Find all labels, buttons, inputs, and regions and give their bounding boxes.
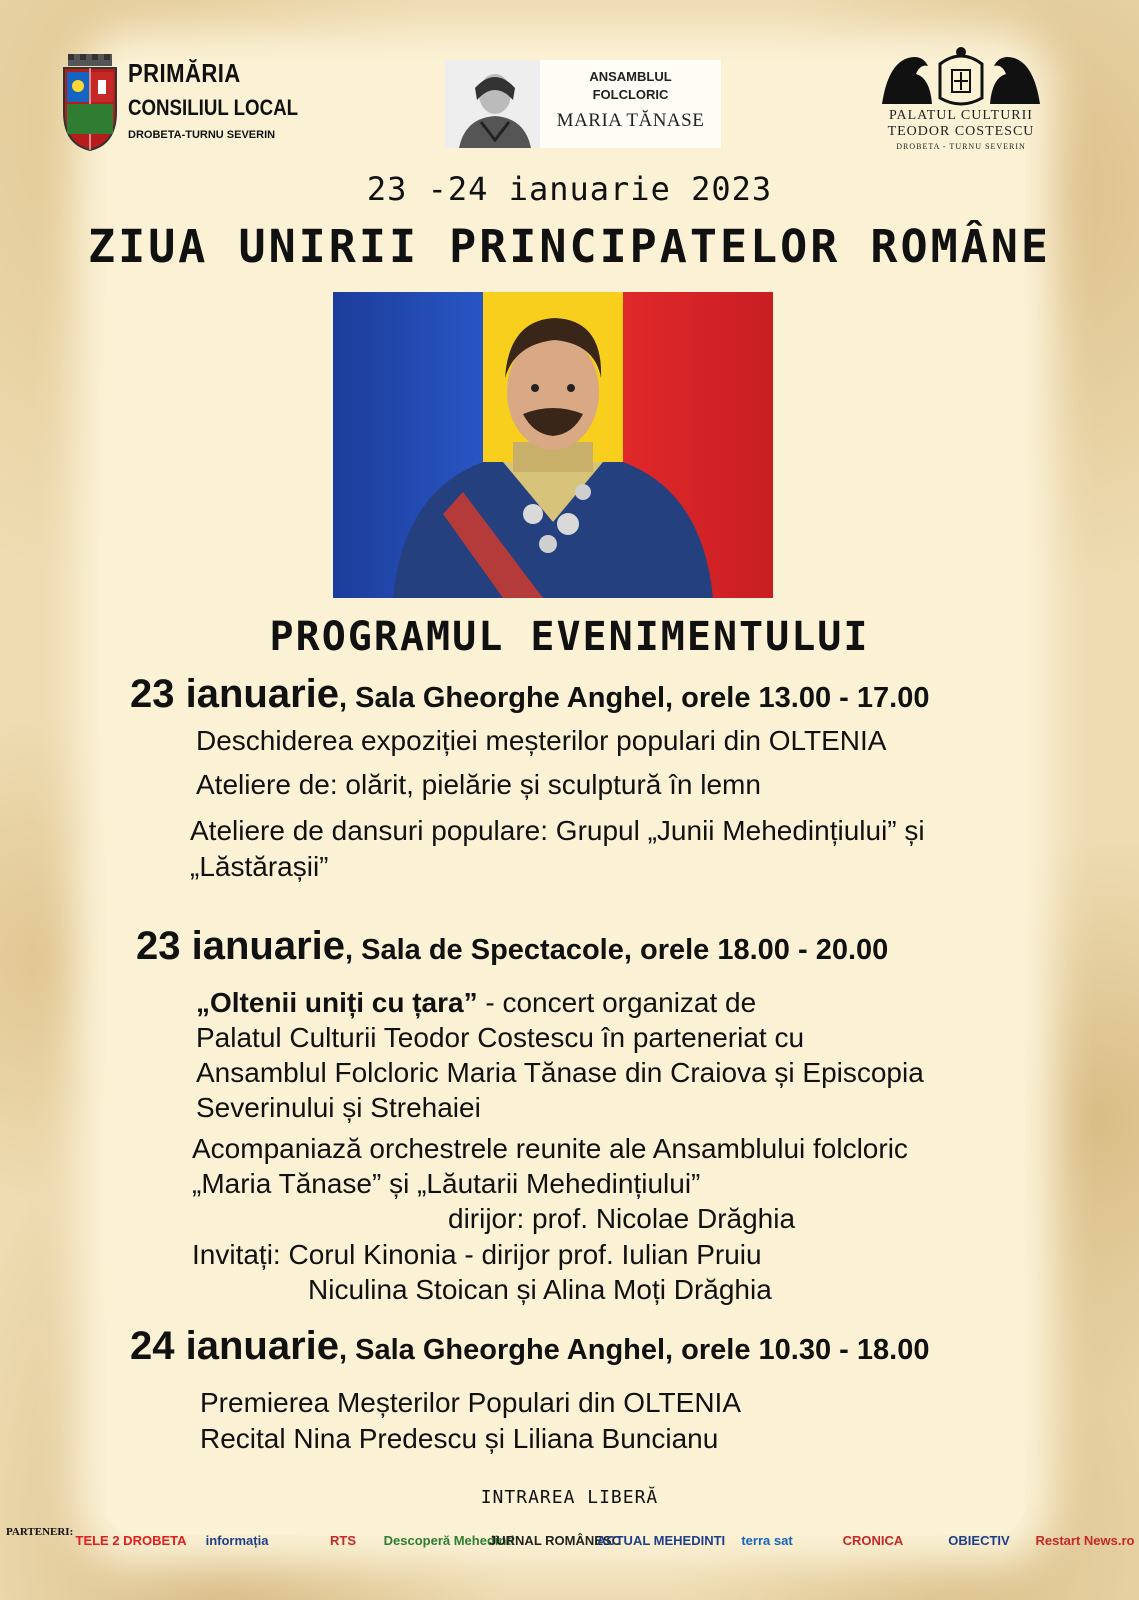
event-2-place: , Sala de Spectacole, orele 18.00 - 20.00 [345, 934, 889, 966]
event-3-line-1: Premierea Meșterilor Populari din OLTENIA [200, 1387, 742, 1418]
maria-tanase-portrait [445, 60, 540, 148]
event-1-line-2: Ateliere de: olărit, pielărie și sculptură în lemn [196, 769, 761, 800]
event-2-line-2: Ansamblul Folcloric Maria Tănase din Craiova și Episcopia [196, 1057, 924, 1088]
event-3-place: , Sala Gheorghe Anghel, orele 10.30 - 18.00 [339, 1334, 930, 1366]
event-2-line-8: Niculina Stoican și Alina Moți Drăghia [308, 1274, 772, 1305]
event-1-heading [130, 672, 929, 717]
main-title: ZIUA UNIRII PRINCIPATELOR ROMÂNE [88, 220, 1051, 273]
program-title: PROGRAMUL EVENIMENTULUI [269, 614, 870, 660]
event-2-heading [136, 924, 888, 969]
partner-logo: TELE 2 DROBETA [75, 1532, 187, 1548]
event-3-day: 24 ianuarie [130, 1324, 340, 1368]
event-2-line-3: Severinului și Strehaiei [196, 1092, 481, 1123]
partner-logo: OBIECTIV [948, 1532, 1010, 1548]
event-2-line-4: Acompaniază orchestrele reunite ale Ansamblului folcloric [192, 1133, 908, 1164]
partner-logo: ACTUAL MEHEDINTI [596, 1532, 726, 1548]
free-entry-note: INTRAREA LIBERĂ [480, 1487, 659, 1508]
primaria-title: PRIMĂRIA [128, 58, 241, 88]
partner-logo: terra sat [741, 1532, 793, 1548]
palat-text [868, 108, 1054, 151]
event-2-line-5: „Maria Tănase” și „Lăutarii Mehedințiului” [192, 1168, 701, 1199]
event-3-heading [130, 1324, 929, 1369]
palat-city: DROBETA - TURNU SEVERIN [896, 142, 1026, 151]
concert-rest: - concert organizat de [477, 987, 757, 1018]
event-2-concert-line [196, 986, 756, 1020]
event-1-line-1: Deschiderea expoziției meșterilor populari din OLTENIA [196, 725, 887, 756]
event-3-line-2: Recital Nina Predescu și Liliana Buncianu [200, 1423, 719, 1454]
primaria-logo [128, 58, 328, 141]
event-2-line-7: Invitați: Corul Kinonia - dirijor prof. Iulian Pruiu [192, 1239, 762, 1270]
partner-logo: CRONICA [842, 1532, 904, 1548]
event-2-line-6: dirijor: prof. Nicolae Drăghia [448, 1203, 796, 1234]
primaria-city: DROBETA-TURNU SEVERIN [128, 129, 276, 141]
partner-logo: JURNAL ROMÂNESC [489, 1532, 621, 1548]
palat-line2: TEODOR COSTESCU [887, 124, 1035, 139]
event-2-line-1: Palatul Culturii Teodor Costescu în parteneriat cu [196, 1022, 805, 1053]
ansamblu-name: MARIA TĂNASE [556, 110, 705, 131]
partners-label: PARTENERI: [6, 1526, 74, 1538]
ansamblu-text [540, 68, 721, 132]
event-2-day: 23 ianuarie [136, 924, 346, 968]
partner-logo: Restart News.ro [1035, 1532, 1135, 1548]
event-1-line-3: Ateliere de dansuri populare: Grupul „Junii Mehedințiului” și [190, 815, 925, 846]
city-crest-icon [62, 52, 118, 152]
partner-logo: informația [205, 1532, 269, 1548]
event-1-line-4: „Lăstărașii” [190, 851, 329, 882]
concert-title: „Oltenii uniți cu țara” [196, 987, 478, 1018]
palat-line1: PALATUL CULTURII [889, 108, 1033, 123]
event-1-place: , Sala Gheorghe Anghel, orele 13.00 - 17.00 [339, 682, 930, 714]
event-1-day: 23 ianuarie [130, 672, 340, 716]
ansamblu-line1: ANSAMBLUL [589, 69, 672, 84]
partner-logo: Descoperă Mehedinti [383, 1532, 515, 1548]
ansamblu-line2: FOLCLORIC [592, 87, 669, 102]
consiliu-title: CONSILIUL LOCAL [128, 95, 299, 120]
event-dates: 23 -24 ianuarie 2023 [366, 170, 773, 208]
palat-emblem-icon [878, 44, 1044, 110]
partner-logo: RTS [330, 1532, 356, 1548]
ansamblu-logo [445, 60, 721, 148]
cuza-portrait-flag [333, 292, 773, 598]
